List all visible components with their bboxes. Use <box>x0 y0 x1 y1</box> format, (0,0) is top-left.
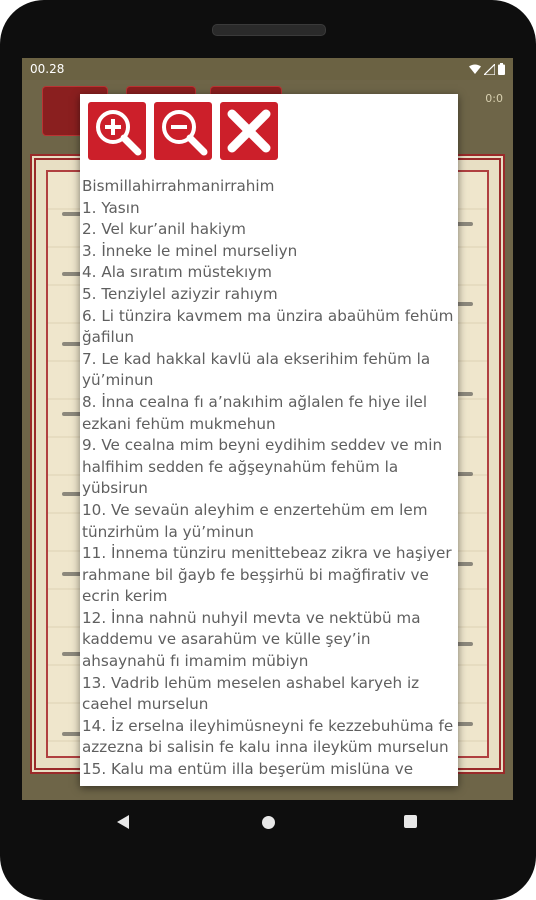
zoom-out-icon <box>154 102 212 160</box>
verse-counter: 0:0 <box>485 92 503 105</box>
verse-line: 2. Vel kur’anil hakiym <box>82 220 246 239</box>
close-button[interactable] <box>220 102 278 160</box>
battery-icon <box>498 63 505 75</box>
verse-line: 1. Yasın <box>82 198 140 217</box>
status-bar <box>22 58 513 80</box>
wifi-icon <box>469 64 481 75</box>
verse-line: 8. İnna cealna fı a’nakıhim ağlalen fe hiye ilel ezkani fehüm mukmehun <box>82 392 428 433</box>
verse-line: 6. Li tünzira kavmem ma ünzira abaühüm fehüm ğafilun <box>82 306 454 347</box>
verse-line: 15. Kalu ma entüm illa beşerüm mislüna ve <box>82 760 414 779</box>
verse-line: 11. İnnema tünziru menittebeaz zikra ve haşiyer rahmane bil ğayb fe beşşirhü bi mağfirativ ve ecrin kerim <box>82 544 452 606</box>
verse-line: 13. Vadrib lehüm meselen ashabel karyeh iz caehel murselun <box>82 673 420 714</box>
status-time: 00.28 <box>30 62 65 76</box>
speaker-grille <box>212 24 326 36</box>
verse-line: 7. Le kad hakkal kavlü ala ekserihim fehüm la yü’minun <box>82 349 431 390</box>
verse-line: 4. Ala sıratım müstekıym <box>82 263 272 282</box>
zoom-out-button[interactable] <box>154 102 212 160</box>
verse-line: 3. İnneke le minel murseliyn <box>82 241 298 260</box>
zoom-in-button[interactable] <box>88 102 146 160</box>
verse-line: 9. Ve cealna mim beyni eydihim seddev ve min halfihim sedden fe ağşeynahüm fehüm la yübsirun <box>82 436 443 498</box>
verse-line: 10. Ve sevaün aleyhim e enzertehüm em lem tünzirhüm la yü’minun <box>82 500 428 541</box>
verse-line: 5. Tenziylel aziyzir rahıym <box>82 284 278 303</box>
home-icon[interactable] <box>262 816 275 829</box>
verse-line: 14. İz erselna ileyhimüsneyni fe kezzebuhüma fe azzezna bi salisin fe kalu inna ileyküm murselun <box>82 716 454 757</box>
signal-icon <box>484 64 495 75</box>
status-icons <box>469 63 505 75</box>
verse-line: Bismillahirrahmanirrahim <box>82 177 275 195</box>
close-icon <box>220 102 278 160</box>
back-icon[interactable] <box>116 814 130 830</box>
zoom-in-icon <box>88 102 146 160</box>
translation-text <box>82 176 456 781</box>
navigation-bar <box>0 800 536 846</box>
recent-apps-icon[interactable] <box>404 815 417 828</box>
translation-dialog <box>80 94 458 786</box>
verse-line: 12. İnna nahnü nuhyil mevta ve nektübü ma kaddemu ve asarahüm ve külle şey’in ahsaynahü fı imamim mübiyn <box>82 608 421 671</box>
